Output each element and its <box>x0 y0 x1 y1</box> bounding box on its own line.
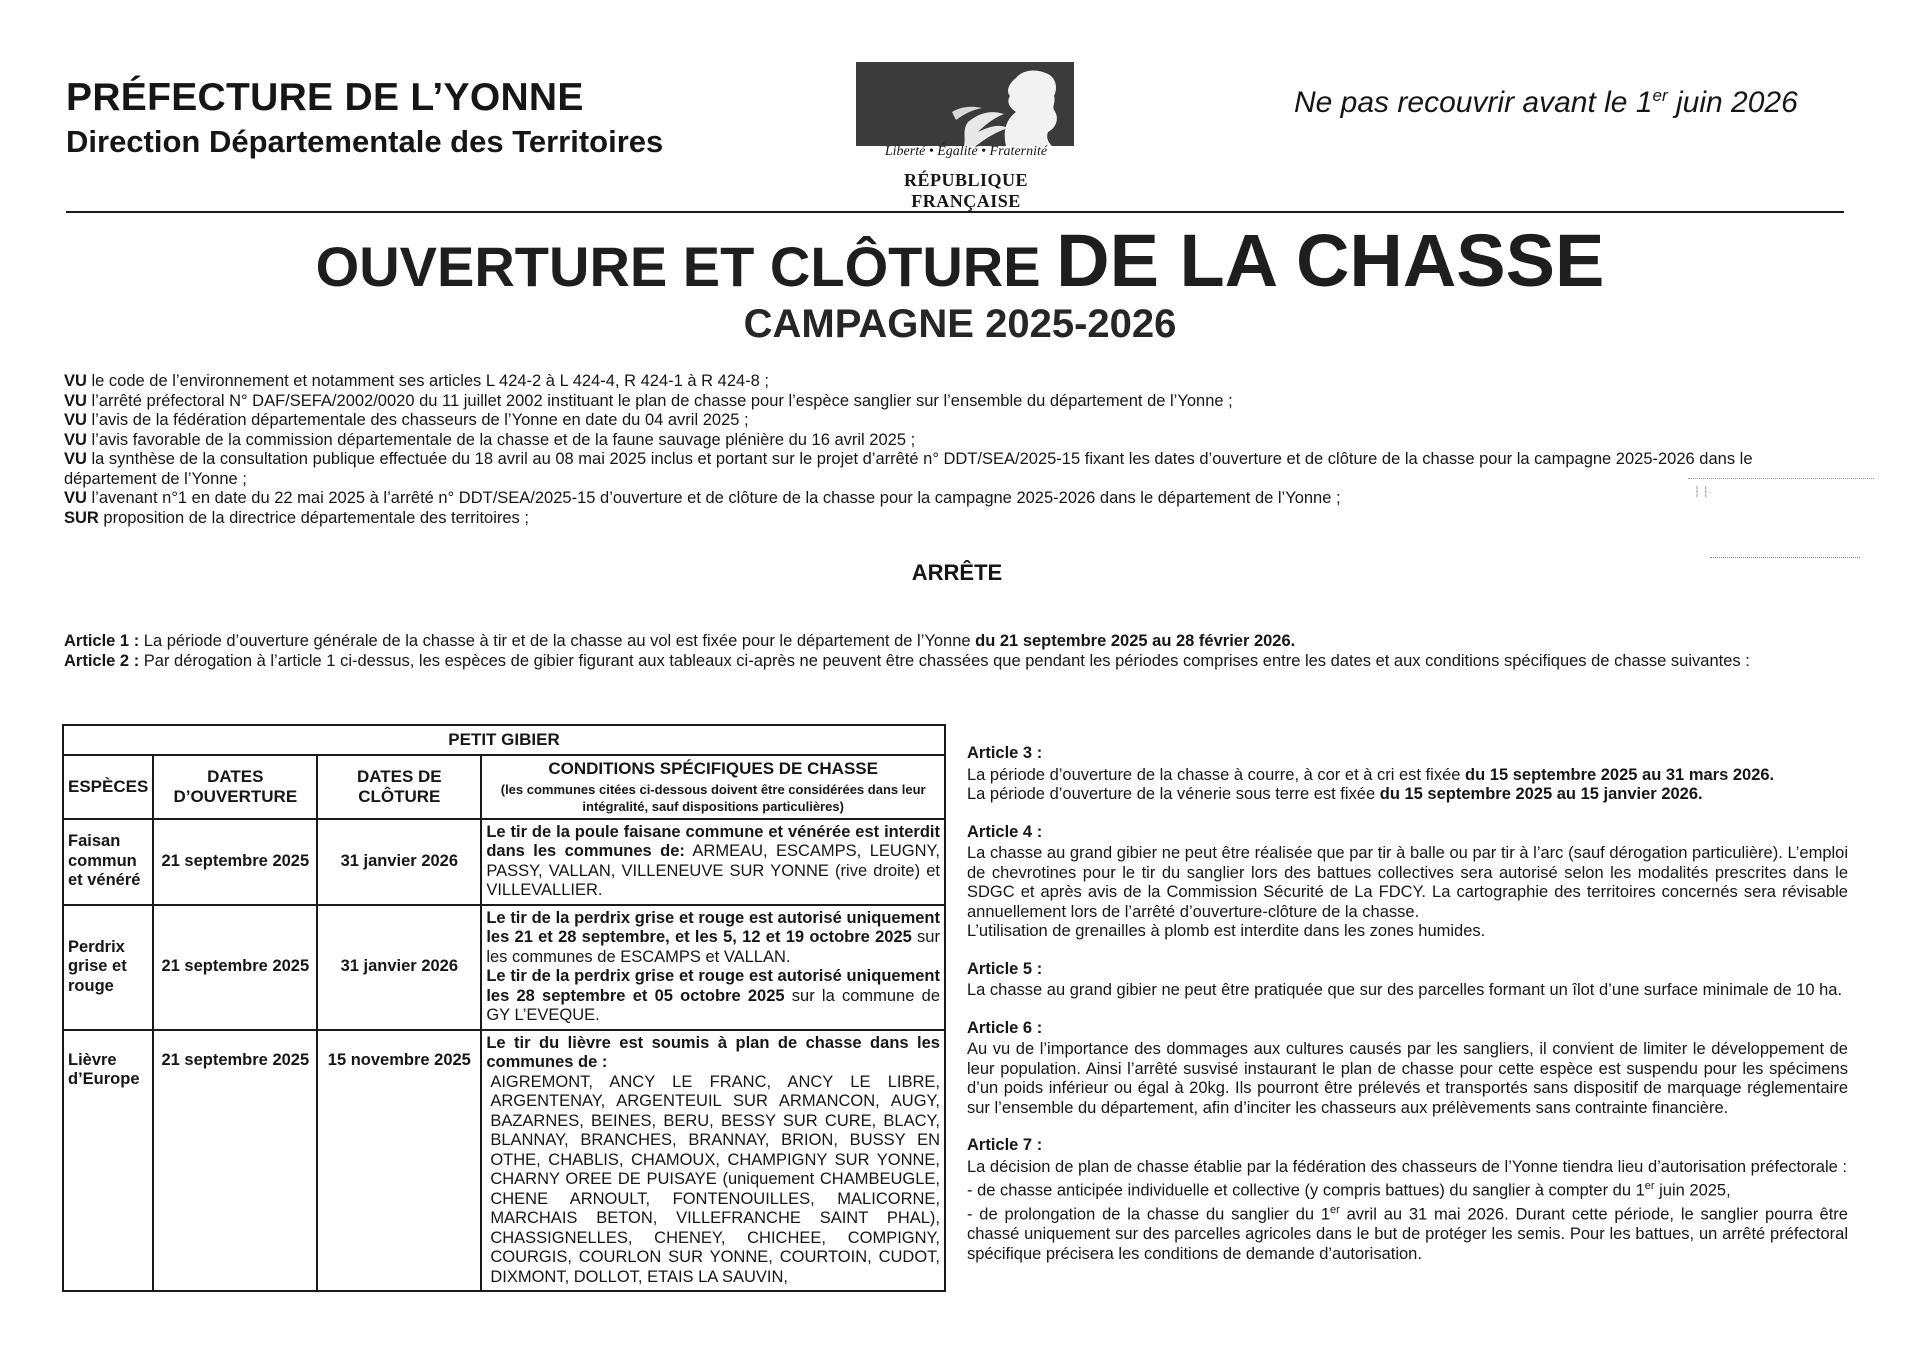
communes-list: AIGREMONT, ANCY LE FRANC, ANCY LE LIBRE, ARGENTENAY, ARGENTEUIL SUR ARMANCON, AUGY, BAZARNES, BEINES, BERU, BESSY SUR CURE, BLACY, BLANNAY, BRANCHES, BRANNAY, BRION, BUSSY EN OTHE, CHABLIS, CHAMOUX, CHAMPIGNY SUR YONNE, CHARNY OREE DE PUISAYE (uniquement CHAMBEUGLE, CHENE ARNOULT, FONTENOUILLES, MALICORNE, MARCHAIS BETON, VILLEFRANCHE SAINT PHAL), CHASSIGNELLES, CHENEY, CHICHEE, COMPIGNY, COURGIS, COURLON SUR YONNE, COURTOIN, CUDOT, DIXMONT, DOLLOT, ETAIS LA SAUVIN, <box>490 1072 940 1286</box>
header-divider <box>66 211 1844 213</box>
header-conditions: CONDITIONS SPÉCIFIQUES DE CHASSE (les communes citées ci-dessous doivent être considérées dans leur intégralité, sauf dispositions particulières) <box>481 755 945 819</box>
republic-motto: Liberté • Égalité • Fraternité <box>884 144 1048 159</box>
table-row <box>63 819 945 905</box>
article-2: Article 2 : Par dérogation à l’article 1 ci-dessus, les espèces de gibier figurant aux tableaux ci-après ne peuvent être chassées que pendant les périodes comprises entre les dates et aux conditions spécifiques de chasse suivantes : <box>64 651 1750 670</box>
marianne-icon <box>856 62 1074 146</box>
opening-date: 21 septembre 2025 <box>153 819 317 905</box>
species-cell: Faisan commun et vénéré <box>63 819 153 905</box>
closing-date: 15 novembre 2025 <box>317 1030 481 1292</box>
closing-date: 31 janvier 2026 <box>317 819 481 905</box>
visa-line: VU l’arrêté préfectoral N° DAF/SEFA/2002/0020 du 11 juillet 2002 instituant le plan de chasse pour l’espèce sanglier sur l’ensemble du département de l’Yonne ; <box>64 391 1233 410</box>
direction-name: Direction Départementale des Territoires <box>66 124 664 159</box>
opening-date: 21 septembre 2025 <box>153 905 317 1030</box>
species-cell: Perdrix grise et rouge <box>63 905 153 1030</box>
species-cell: Lièvre d’Europe <box>63 1030 153 1292</box>
visa-line: VU la synthèse de la consultation publique effectuée du 18 avril au 08 mai 2025 inclus et portant sur le projet d’arrêté n° DDT/SEA/2025-15 fixant les dates d’ouverture et de clôture de la chasse pour la campagne 2025-2026 dans le département de l’Yonne ; <box>64 450 1753 488</box>
visa-line: VU le code de l’environnement et notamment ses articles L 424-2 à L 424-4, R 424-1 à R 424-8 ; <box>64 372 770 390</box>
articles-1-2 <box>64 632 1848 671</box>
visa-line: SUR proposition de la directrice départementale des territoires ; <box>64 508 529 527</box>
article-7: Article 7 : La décision de plan de chasse établie par la fédération des chasseurs de l’Yonne tiendra lieu d’autorisation préfectorale : - de chasse anticipée individuelle et collective (y compris battues) du sanglier à compter du 1er juin 2025, - de prolongation de la chasse du sanglier du 1er avril au 31 mai 2026. Durant cette période, le sanglier pourra être chassé uniquement sur des parcelles agricoles dans le but de protéger les semis. Pour les battues, un arrêté préfectoral spécifique précisera les conditions de demande d’autorisation. <box>967 1136 1848 1263</box>
visa-line: VU l’avis de la fédération départementale des chasseurs de l’Yonne en date du 04 avril 2025 ; <box>64 411 749 429</box>
marianne-logo <box>856 62 1074 146</box>
republic-name: RÉPUBLIQUE FRANÇAISE <box>903 170 1029 211</box>
table-band-title: PETIT GIBIER <box>63 725 945 755</box>
visa-block <box>64 372 1848 528</box>
article-4: Article 4 : La chasse au grand gibier ne peut être réalisée que par tir à balle ou par tir à l’arc (sauf dérogation particulière). L’emploi de chevrotines pour le tir du sanglier lors des battues collectives sera autorisé selon les modalités prescrites dans le SDGC et après avis de la Commission Sécurité de La FDCY. La cartographie des territoires concernés sera révisable annuellement lors de l’arrêté d’ouverture-clôture de la chasse. L’utilisation de grenailles à plomb est interdite dans les zones humides. <box>967 822 1848 940</box>
stamp-mark: ┆ ┆ <box>1688 478 1874 585</box>
closing-date: 31 janvier 2026 <box>317 905 481 1030</box>
conditions-cell: Le tir du lièvre est soumis à plan de chasse dans les communes de : AIGREMONT, ANCY LE FRANC, ANCY LE LIBRE, ARGENTENAY, ARGENTEUIL SUR ARMANCON, AUGY, BAZARNES, BEINES, BERU, BESSY SUR CURE, BLACY, BLANNAY, BRANCHES, BRANNAY, BRION, BUSSY EN OTHE, CHABLIS, CHAMOUX, CHAMPIGNY SUR YONNE, CHARNY OREE DE PUISAYE (uniquement CHAMBEUGLE, CHENE ARNOULT, FONTENOUILLES, MALICORNE, MARCHAIS BETON, VILLEFRANCHE SAINT PHAL), CHASSIGNELLES, CHENEY, CHICHEE, COMPIGNY, COURGIS, COURLON SUR YONNE, COURTOIN, CUDOT, DIXMONT, DOLLOT, ETAIS LA SAUVIN, <box>481 1030 945 1292</box>
opening-date: 21 septembre 2025 <box>153 1030 317 1292</box>
petit-gibier-table <box>62 724 946 1292</box>
table-row <box>63 905 945 1030</box>
article-5: Article 5 : La chasse au grand gibier ne peut être pratiquée que sur des parcelles formant un îlot d’une surface minimale de 10 ha. <box>967 959 1843 999</box>
posting-notice: Ne pas recouvrir avant le 1er juin 2026 <box>1294 86 1798 119</box>
header-cloture: DATES DE CLÔTURE <box>317 755 481 819</box>
article-3: Article 3 : La période d’ouverture de la chasse à courre, à cor et à cri est fixée du 15 septembre 2025 au 31 mars 2026. La période d’ouverture de la vénerie sous terre est fixée du 15 septembre 2025 au 15 janvier 2026. <box>967 744 1775 803</box>
visa-line: VU l’avis favorable de la commission départementale de la chasse et de la faune sauvage plénière du 16 avril 2025 ; <box>64 430 916 449</box>
header-especes: ESPÈCES <box>63 755 153 819</box>
table-header-row <box>63 755 945 819</box>
article-1: Article 1 : La période d’ouverture générale de la chasse à tir et de la chasse au vol est fixée pour le département de l’Yonne du 21 septembre 2025 au 28 février 2026. <box>64 632 1296 650</box>
prefecture-name: PRÉFECTURE DE L’YONNE <box>66 76 584 119</box>
arrete-heading: ARRÊTE <box>911 560 1003 585</box>
visa-line: VU l’avenant n°1 en date du 22 mai 2025 à l’arrêté n° DDT/SEA/2025-15 d’ouverture et de clôture de la chasse pour la campagne 2025-2026 dans le département de l’Yonne ; <box>64 489 1341 507</box>
conditions-cell: Le tir de la perdrix grise et rouge est autorisé uniquement les 21 et 28 septembre, et les 5, 12 et 19 octobre 2025 sur les communes de ESCAMPS et VALLAN. Le tir de la perdrix grise et rouge est autorisé uniquement les 28 septembre et 05 octobre 2025 sur la commune de GY L’EVEQUE. <box>481 905 945 1030</box>
article-6: Article 6 : Au vu de l’importance des dommages aux cultures causés par les sangliers, il convient de limiter le développement de leur population. Ainsi l’arrêté susvisé instaurant le plan de chasse pour cette espèce est suspendu pour les spécimens d’un poids inférieur ou égal à 20kg. Ils pourront être prélevés et transportés sans dispositif de marquage réglementaire sur l’ensemble du département, afin d’inciter les chasseurs aux prélèvements sans contrainte financière. <box>967 1018 1848 1117</box>
header-ouverture: DATES D’OUVERTURE <box>153 755 317 819</box>
campaign-title: CAMPAGNE 2025-2026 <box>743 302 1177 346</box>
page-title: OUVERTURE ET CLÔTURE DE LA CHASSE <box>315 219 1605 302</box>
right-column-articles <box>967 744 1848 1282</box>
table-row <box>63 1030 945 1292</box>
conditions-cell: Le tir de la poule faisane commune et vénérée est interdit dans les communes de: ARMEAU, ESCAMPS, LEUGNY, PASSY, VALLAN, VILLENEUVE SUR YONNE (rive droite) et VILLEVALLIER. <box>481 819 945 905</box>
